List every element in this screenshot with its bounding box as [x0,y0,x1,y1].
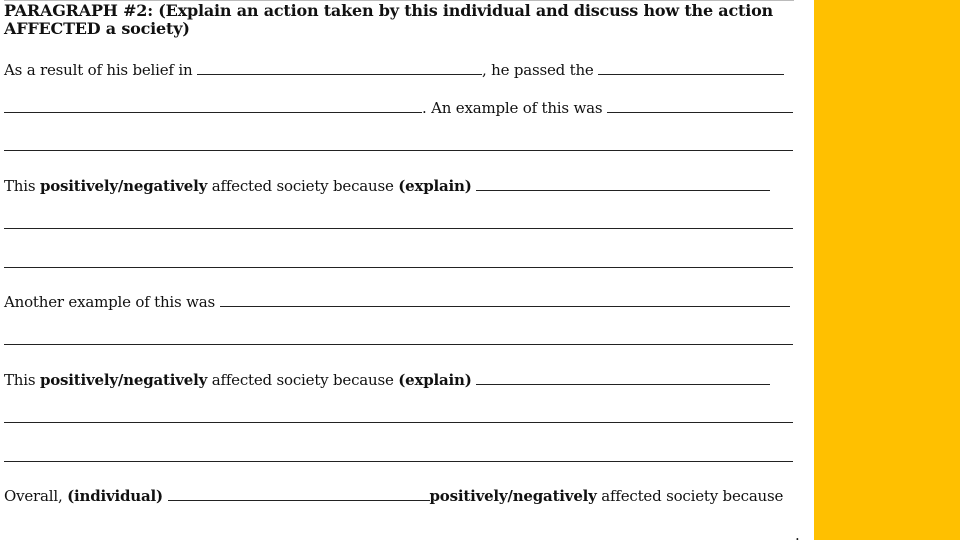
answer-line[interactable] [4,461,793,462]
effect-line-2 [4,371,770,389]
example-line [4,99,793,117]
another-example-blank[interactable] [220,293,790,307]
individual-label: (individual) [67,487,163,505]
belief-label: As a result of his belief in [4,61,193,79]
answer-line[interactable] [4,228,793,229]
another-example-label: Another example of this was [4,293,215,311]
example-label: . An example of this was [422,99,603,117]
positively-negatively-label: positively/negatively [39,371,208,389]
belief-line [4,61,784,79]
overall-label: Overall, [4,487,63,505]
explain-blank[interactable] [476,371,770,385]
worksheet [4,0,804,544]
law-blank[interactable] [4,99,422,113]
passed-blank[interactable] [598,61,784,75]
answer-line[interactable] [4,150,793,151]
explain-label: (explain) [398,371,472,389]
explain-label: (explain) [398,177,472,195]
overall-line [4,487,783,505]
affected-because-label: affected society because [601,487,784,505]
another-example-line [4,293,790,311]
answer-line[interactable] [4,344,793,345]
individual-blank[interactable] [168,487,430,501]
heading-line-2: AFFECTED a society) [4,19,190,38]
example-blank[interactable] [607,99,793,113]
passed-label: , he passed the [482,61,594,79]
paragraph-heading [4,2,794,38]
trailing-dot: . [795,526,800,544]
explain-blank[interactable] [476,177,770,191]
positively-negatively-label: positively/negatively [39,177,208,195]
this-label: This [4,371,36,389]
heading-line-1: PARAGRAPH #2: (Explain an action taken by this individual and discuss how the action [4,1,773,20]
affected-label: affected society because [211,177,394,195]
yellow-sidebar [814,0,960,540]
answer-line[interactable] [4,267,793,268]
affected-label: affected society because [211,371,394,389]
effect-line-1 [4,177,770,195]
belief-blank[interactable] [197,61,482,75]
answer-line[interactable] [4,422,793,423]
positively-negatively-label: positively/negatively [429,487,597,505]
this-label: This [4,177,36,195]
